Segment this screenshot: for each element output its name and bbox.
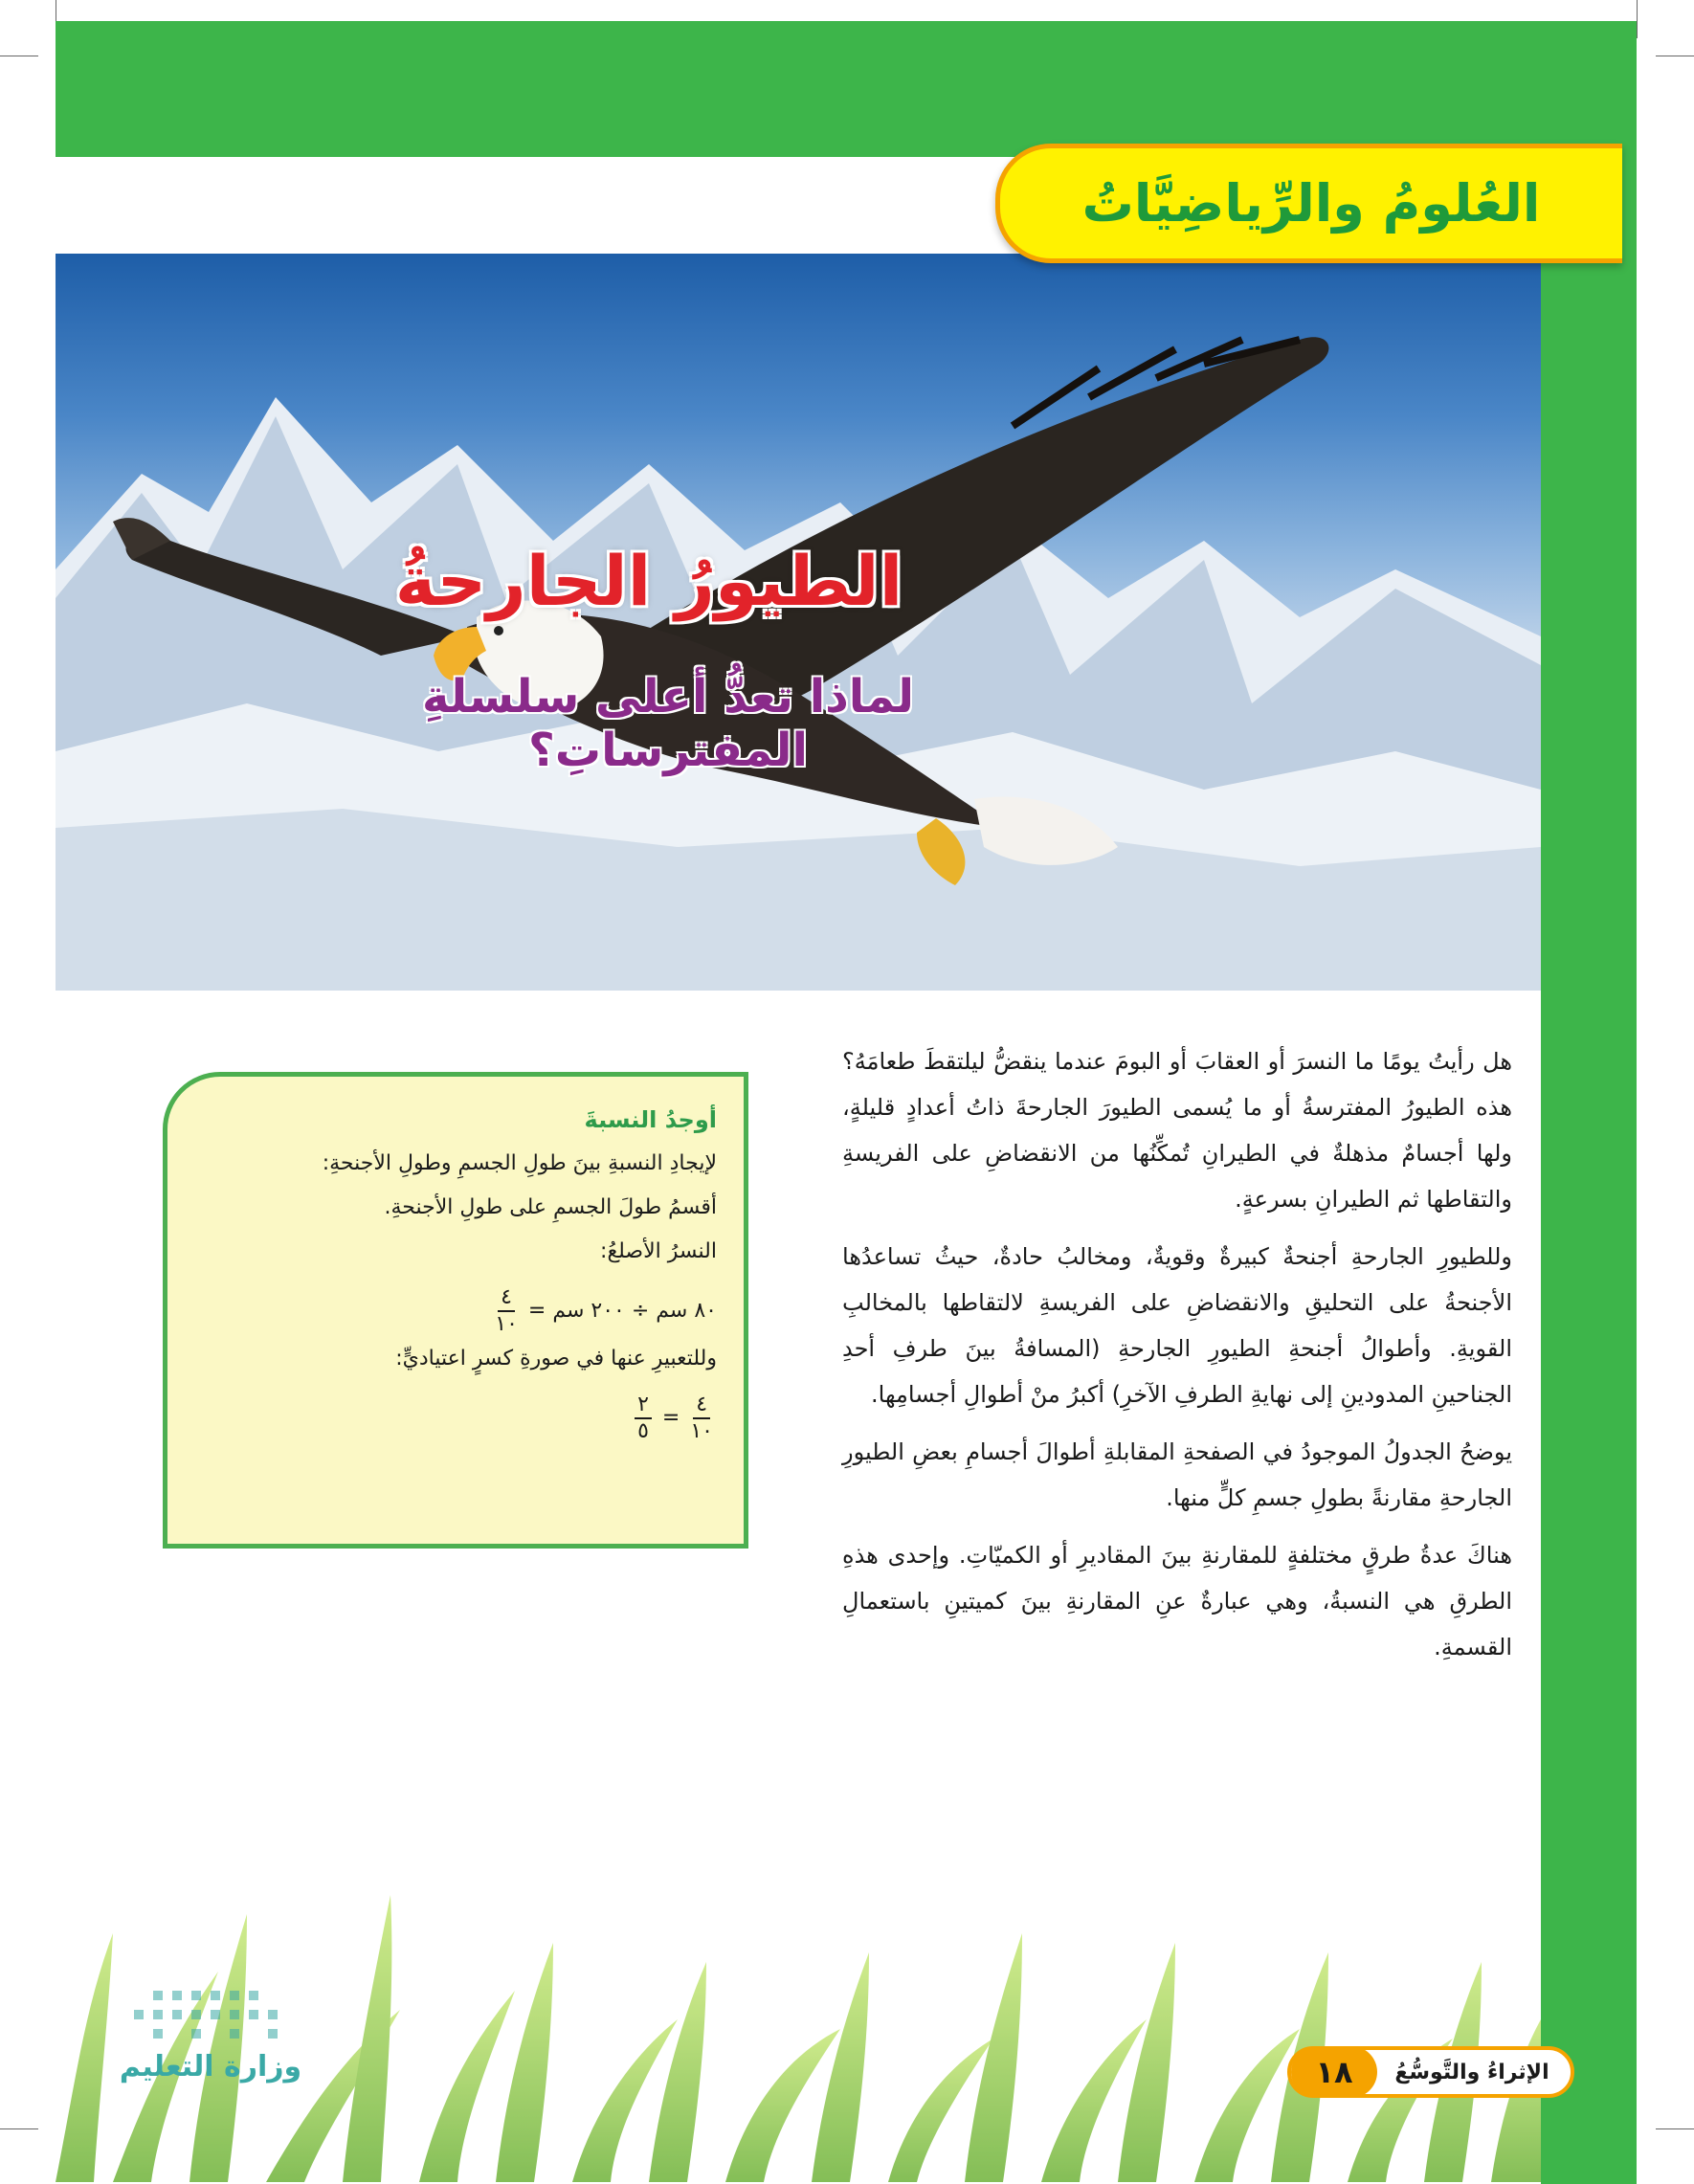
fraction-numerator: ٢ [635, 1393, 652, 1419]
box-line: النسرُ الأصلعُ: [600, 1239, 717, 1263]
body-paragraph: هل رأيتُ يومًا ما النسرَ أو العقابَ أو البومَ عندما ينقضُّ ليلتقطَ طعامَهُ؟ هذه الطيورُ المفترسةُ أو ما يُسمى الطيورَ الجارحةَ ذاتُ أعدادٍ قليلةٍ، ولها أجسامٌ مذهلةٌ في الطيرانِ تُمكِّنُها من الانقضاضِ على الفريسةِ والتقاطها ثم الطيرانِ بسرعةٍ. [842, 1048, 1512, 1213]
right-green-band [1541, 21, 1637, 2184]
equals-sign: = [661, 1406, 680, 1430]
body-paragraph: هناكَ عدةُ طرقٍ مختلفةٍ للمقارنةِ بينَ المقاديرِ أو الكميّاتِ. وإحدى هذهِ الطرقِ هي النسبةُ، وهي عبارةٌ عنِ المقارنةِ بينَ كميتينِ باستعمالِ القسمةِ. [842, 1542, 1512, 1660]
hero-subtitle: لماذا تعدُّ أعلى سلسلةِ المفترساتِ؟ [421, 670, 915, 777]
page-number: ١٨ [1291, 2046, 1377, 2098]
top-green-band [56, 21, 1637, 157]
fraction [495, 1285, 518, 1337]
hero-eagle-image [56, 254, 1541, 991]
section-banner-label: العُلومُ والرِّياضِيَّاتُ [1081, 173, 1541, 234]
section-banner [995, 144, 1622, 263]
fraction-numerator: ٤ [498, 1285, 515, 1312]
fraction-denominator: ١٠ [495, 1312, 518, 1336]
footer-badge [1287, 2046, 1574, 2098]
crop-mark [0, 2128, 38, 2129]
fraction-denominator: ١٠ [690, 1419, 713, 1443]
find-ratio-box [163, 1072, 748, 1549]
crop-mark [1656, 2128, 1694, 2129]
fraction-equality [194, 1393, 717, 1444]
body-paragraph: وللطيورِ الجارحةِ أجنحةٌ كبيرةٌ وقويةٌ، ومخالبُ حادةٌ، حيثُ تساعدُها الأجنحةُ على التحليقِ والانقضاضِ على الفريسةِ لالتقاطها بالمخالبِ القويةِ. وأطوالُ أجنحةِ الطيورِ الجارحةِ (المسافةُ بينَ طرفِ أحدِ الجناحينِ المدودينِ إلى نهايةِ الطرفِ الآخرِ) أكبرُ منْ أطوالِ أجسامِها. [842, 1243, 1512, 1408]
ministry-name: وزارة التعليم [119, 2050, 302, 2084]
hero-title: الطيورُ الجارحةُ [394, 541, 903, 621]
fraction [690, 1393, 713, 1444]
calc-line [194, 1285, 717, 1337]
fraction [635, 1393, 652, 1444]
fraction-numerator: ٤ [693, 1393, 710, 1419]
fraction-denominator: ٥ [637, 1419, 649, 1443]
eagle-mountain-illustration [56, 254, 1541, 991]
footer-label: الإثراءُ والتَّوسُّعُ [1394, 2060, 1549, 2084]
crop-mark [1637, 0, 1638, 38]
calc-expression: ٨٠ سم ÷ ٢٠٠ سم = [527, 1299, 717, 1323]
body-paragraph: يوضحُ الجدولُ الموجودُ في الصفحةِ المقابلةِ أطوالَ أجسامِ بعضِ الطيورِ الجارحةِ مقارنةً بطولِ جسمِ كلٍّ منها. [842, 1438, 1512, 1511]
box-line: أقسمُ طولَ الجسمِ على طولِ الأجنحةِ. [384, 1195, 717, 1219]
box-line: لإيجادِ النسبةِ بينَ طولِ الجسمِ وطولِ الأجنحةِ: [322, 1151, 717, 1175]
box-title: أوجدُ النسبةَ [584, 1106, 717, 1133]
body-text [842, 1038, 1512, 1682]
box-line: وللتعبيرِ عنها في صورةِ كسرٍ اعتياديٍّ: [395, 1347, 717, 1371]
